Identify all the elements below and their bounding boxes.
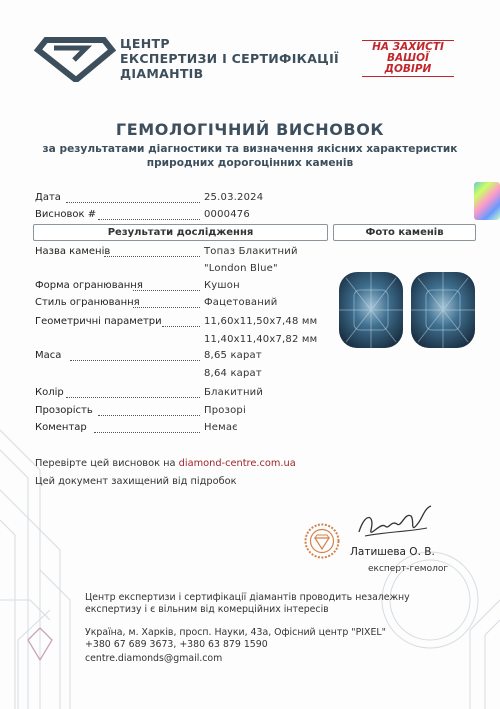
field-value-clarity: Прозорі	[204, 405, 246, 416]
signature	[355, 502, 435, 548]
stamp-seal-icon	[304, 523, 340, 559]
org-name-line: ЕКСПЕРТИЗИ І СЕРТИФІКАЦІЇ	[120, 51, 339, 66]
field-label-dimensions: Геометричні параметри	[35, 316, 162, 327]
org-name-line: ЦЕНТР	[120, 36, 170, 51]
field-value-cut-shape: Кушон	[204, 280, 240, 291]
field-label-stone-name: Назва каменів	[35, 246, 111, 257]
leader-dots	[104, 256, 200, 257]
field-value-weight: 8,65 карат	[204, 350, 262, 361]
diamond-logo-icon	[34, 36, 116, 82]
field-value-color: Блакитний	[204, 387, 264, 398]
footer-phones: +380 67 689 3673, +380 63 879 1590	[85, 639, 268, 650]
verify-note	[35, 458, 296, 469]
leader-dots	[133, 290, 200, 291]
field-value-stone-name: Топаз Блакитний	[204, 246, 298, 257]
leader-dots	[133, 307, 200, 308]
date-value: 25.03.2024	[204, 192, 264, 203]
field-value-comment: Немає	[204, 422, 238, 433]
gem-photo	[336, 268, 478, 352]
org-name-line: ДІАМАНТІВ	[120, 66, 204, 81]
document-subtitle	[0, 142, 500, 170]
gem-image-1	[339, 272, 403, 348]
field-label-color: Колір	[35, 387, 64, 398]
subtitle-line: за результатами діагностики та визначення якісних характеристик	[42, 143, 458, 155]
leader-dots	[70, 360, 200, 361]
gem-image-2	[411, 272, 475, 348]
field-label-clarity: Прозорість	[35, 405, 93, 416]
leader-dots	[162, 326, 200, 327]
verify-link[interactable]: diamond-centre.com.ua	[178, 458, 296, 469]
field-value-dimensions: 11,40х11,40х7,82 мм	[204, 334, 318, 345]
field-label-comment: Коментар	[35, 422, 87, 433]
field-label-weight: Маса	[35, 350, 62, 361]
date-label: Дата	[35, 192, 61, 203]
footer-statement: експертизу і є вільним від комерційних інтересів	[85, 604, 329, 615]
conclusion-number-value: 0000476	[204, 209, 250, 220]
leader-dots	[98, 415, 200, 416]
footer-statement: Центр експертизи і сертифікації діамантів проводить незалежну	[85, 592, 410, 603]
protection-note: Цей документ захищений від підробок	[35, 476, 237, 487]
field-label-cut-style: Стиль огранювання	[35, 297, 140, 308]
verify-text: Перевірте цей висновок на	[35, 458, 179, 469]
field-value-cut-style: Фацетований	[204, 297, 278, 308]
footer-address: Україна, м. Харків, просп. Науки, 43а, Офісний центр "PIXEL"	[85, 627, 386, 638]
results-section-header: Результати дослідження	[33, 224, 328, 241]
footer-email[interactable]: centre.diamonds@gmail.com	[85, 653, 223, 664]
photo-section-header: Фото каменів	[333, 224, 476, 241]
conclusion-number-label: Висновок #	[35, 209, 97, 220]
signatory-role: експерт-гемолог	[368, 564, 449, 574]
slogan-line: НА ЗАХИСТІ	[362, 40, 454, 53]
slogan-line: ДОВІРИ	[362, 64, 454, 77]
leader-dots	[98, 219, 200, 220]
slogan	[362, 40, 454, 77]
field-value-stone-name: "London Blue"	[204, 263, 278, 274]
field-label-cut-shape: Форма огранювання	[35, 280, 143, 291]
field-value-weight: 8,64 карат	[204, 368, 262, 379]
leader-dots	[66, 202, 200, 203]
organization-name	[120, 36, 339, 81]
field-value-dimensions: 11,60х11,50х7,48 мм	[204, 316, 318, 327]
subtitle-line: природних дорогоцінних каменів	[146, 157, 354, 169]
leader-dots	[94, 432, 200, 433]
document-title: ГЕМОЛОГІЧНИЙ ВИСНОВОК	[115, 120, 385, 139]
slogan-line: ВАШОЇ	[387, 52, 429, 64]
signatory-name: Латишева О. В.	[350, 546, 435, 558]
hologram-sticker	[474, 182, 500, 220]
leader-dots	[66, 397, 200, 398]
